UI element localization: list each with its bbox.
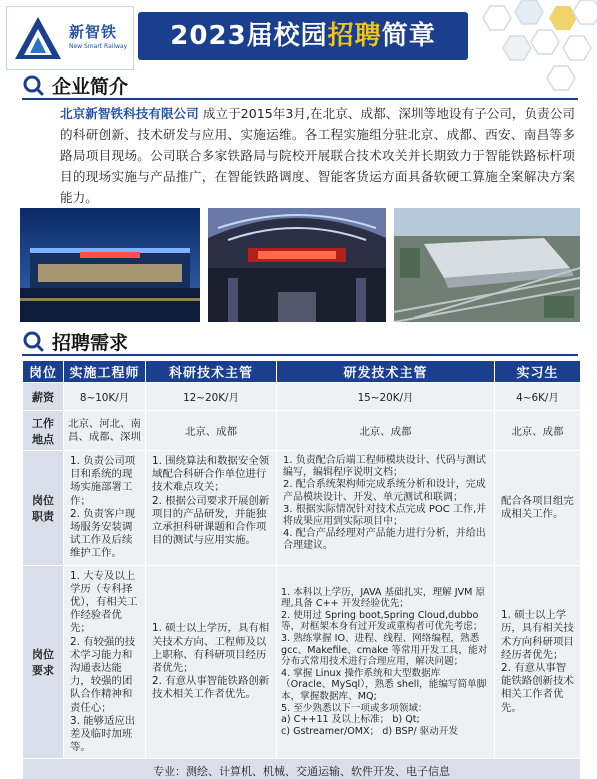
column-header: 岗位 [23, 361, 64, 383]
station-night-photo [20, 208, 200, 322]
row-label: 岗位 职责 [23, 451, 64, 566]
column-header: 科研技术主管 [146, 361, 277, 383]
recruitment-table [22, 360, 581, 779]
logo-name: 新智铁 [69, 23, 118, 41]
column-header: 研发技术主管 [277, 361, 495, 383]
major-row [23, 759, 581, 779]
duty-cell: 配合各项目组完成相关工作。 [495, 451, 581, 566]
station-interior-photo [208, 208, 386, 322]
major-list: 专业：测绘、计算机、机械、交通运输、软件开发、电子信息 [23, 759, 581, 779]
requirement-cell: 1. 本科以上学历，JAVA 基础扎实，理解 JVM 原理,具备 C++ 开发经验优先； 2. 使用过 Spring boot,Spring Cloud,dubbo 等，对框架本身有过开发或重构者可优先考虑； 3. 熟练掌握 IO、进程、线程、网络编程，熟悉 gcc、Makefile、cmake 等常用开发工具，能对分布式常用技术进行合理应用，解决问题； 4. 掌握 Linux 操作系统和大型数据库（Oracle、MySql），熟悉 shell，能编写简单脚本，掌握数据库、MQ; 5. 至少熟悉以下一项或多项领域： a) C++11 及以上标准； b) Qt; c) Gstreamer/OMX； d) BSP/ 驱动开发 [277, 565, 495, 759]
company-name: 北京新智铁科技有限公司 [60, 106, 199, 121]
intro-heading: 企业简介 [52, 76, 129, 98]
intro-section-heading [22, 72, 322, 100]
title-banner [138, 12, 468, 60]
section-divider [22, 354, 578, 356]
row-label: 薪资 [23, 383, 64, 411]
salary-cell: 4~6K/月 [495, 383, 581, 411]
requirement-cell: 1. 大专及以上学历（专科择优），有相关工作经验者优先； 2. 有较强的技术学习能力和沟通表达能力，较强的团队合作精神和责任心； 3. 能够适应出差及临时加班等。 [64, 565, 146, 759]
search-magnifier-icon [22, 74, 44, 96]
duty-cell: 1. 负责配合后端工程师模块设计、代码与测试编写，编辑程序说明文档； 2. 配合系统架构师完成系统分析和设计，完成产品模块设计、开发、单元测试和联调； 3. 根据实际情况针对技术点完成 POC 工作,并将成果应用到实际项目中； 4. 配合产品经理对产品能力进行分析，并给出合理建议。 [277, 451, 495, 566]
logo-subtitle: New Smart Railway [69, 43, 128, 50]
company-intro-text [60, 103, 575, 208]
duty-cell: 1. 围绕算法和数据安全领域配合科研合作单位进行技术难点攻关； 2. 根据公司要求开展创新项目的产品研发，并能独立承担科研课题和合作项目的测试与应用实施。 [146, 451, 277, 566]
location-row [23, 411, 581, 451]
duty-cell: 1. 负责公司项目和系统的现场实施部署工作； 2. 负责客户现场服务安装调试工作及后续维护工作。 [64, 451, 146, 566]
company-logo [6, 6, 134, 70]
page-header [0, 0, 597, 74]
location-cell: 北京、河北、南昌、成都、深圳 [64, 411, 146, 451]
column-header: 实施工程师 [64, 361, 146, 383]
location-cell: 北京、成都 [277, 411, 495, 451]
section-divider [22, 98, 578, 100]
intro-body: 成立于2015年3月,在北京、成都、深圳等地设有子公司，负责公司的科研创新、技术研发与应用、实施运维。各工程实施组分驻北京、成都、西安、南昌等多路局项目现场。公司联合多家铁路局与院校开展联合技术攻关并长期致力于智能铁路标杆项目的现场实施与产品推广，在智能铁路调度、智能客货运方面具备软硬工算施全案解决方案能力。 [60, 106, 575, 205]
requirement-row [23, 565, 581, 759]
title-accent: 招聘 [327, 21, 382, 51]
table-header-row [23, 361, 581, 383]
logo-triangle-icon [13, 15, 63, 61]
page-title: 2023届校园招聘简章 [170, 21, 436, 51]
location-cell: 北京、成都 [146, 411, 277, 451]
station-aerial-photo [394, 208, 580, 322]
salary-cell: 15~20K/月 [277, 383, 495, 411]
salary-cell: 8~10K/月 [64, 383, 146, 411]
column-header: 实习生 [495, 361, 581, 383]
photo-strip [20, 208, 580, 322]
requirement-cell: 1. 硕士以上学历，具有相关技术方向、工程师及以上职称、有科研项目经历者优先； 2. 有意从事智能铁路创新技术相关工作者优先。 [146, 565, 277, 759]
row-label: 工作 地点 [23, 411, 64, 451]
duty-row [23, 451, 581, 566]
salary-cell: 12~20K/月 [146, 383, 277, 411]
row-label: 岗位 要求 [23, 565, 64, 759]
recruit-heading: 招聘需求 [52, 332, 129, 354]
hexagon-decoration-icon [470, 0, 597, 98]
recruit-section-heading [22, 328, 322, 356]
search-magnifier-icon [22, 330, 44, 352]
salary-row [23, 383, 581, 411]
requirement-cell: 1. 硕士以上学历，具有相关技术方向科研项目经历者优先； 2. 有意从事智能铁路创新技术相关工作者优先。 [495, 565, 581, 759]
location-cell: 北京、成都 [495, 411, 581, 451]
